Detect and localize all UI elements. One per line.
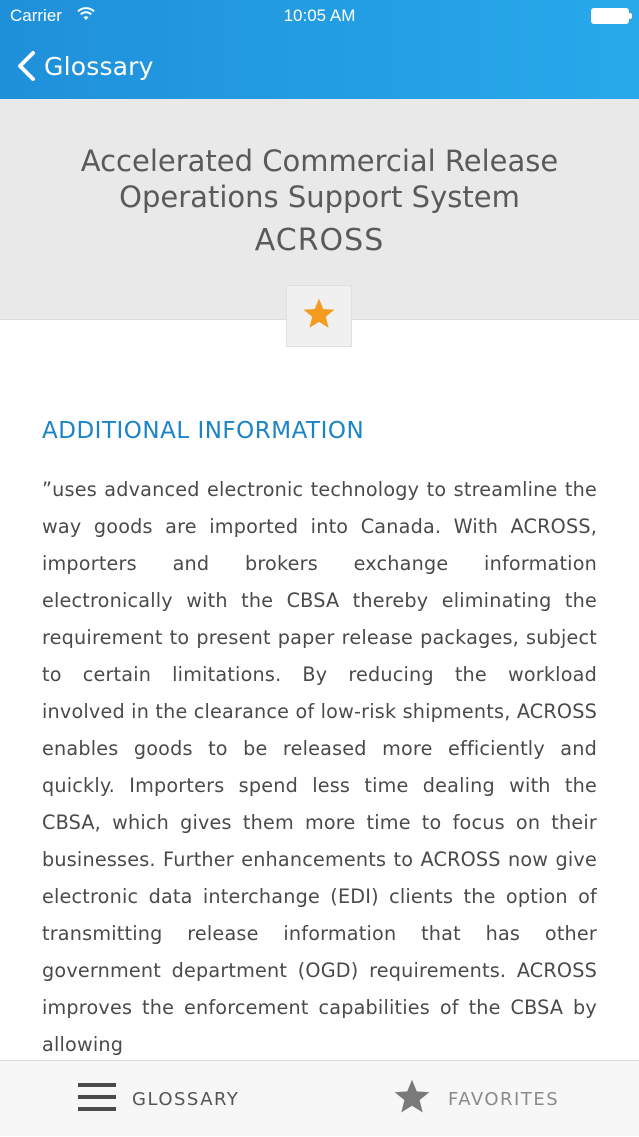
section-heading: ADDITIONAL INFORMATION: [42, 418, 365, 444]
hamburger-icon: [78, 1082, 116, 1116]
chevron-left-icon: [16, 50, 36, 82]
term-description: ”uses advanced electronic technology to streamline the way goods are imported into Canada. With ACROSS, importers and brokers exchange information electronically with the CBSA thereby eliminating the requirement to present paper release packages, subject to certain limitations. By reducing the workload involved in the clearance of low-risk shipments, ACROSS enables goods to be released more efficiently and quickly. Importers spend less time dealing with the CBSA, which gives them more time to focus on their businesses. Further enhancements to ACROSS now give electronic data interchange (EDI) clients the option of transmitting release information that has other government department (OGD) requirements. ACROSS improves the enforcement capabilities of the CBSA by allowing: [42, 478, 597, 1056]
clock: 10:05 AM: [283, 6, 356, 25]
tab-glossary-label: GLOSSARY: [132, 1088, 240, 1110]
back-button-label: Glossary: [44, 51, 154, 81]
tab-favorites-label: FAVORITES: [448, 1088, 560, 1110]
star-icon: [392, 1078, 432, 1120]
back-button[interactable]: [16, 48, 154, 84]
tab-bar: [0, 1060, 639, 1136]
top-header: [0, 0, 639, 99]
favorite-toggle-button[interactable]: [286, 285, 352, 347]
carrier-label: Carrier: [10, 6, 62, 25]
term-abbreviation: ACROSS: [254, 223, 385, 258]
status-bar: [0, 0, 639, 32]
term-full-name: Accelerated Commercial Release Operations Support System: [80, 144, 559, 214]
battery-icon: [591, 8, 629, 24]
tab-glossary[interactable]: [78, 1061, 239, 1137]
star-icon: [301, 297, 337, 335]
tab-favorites[interactable]: [392, 1061, 559, 1137]
